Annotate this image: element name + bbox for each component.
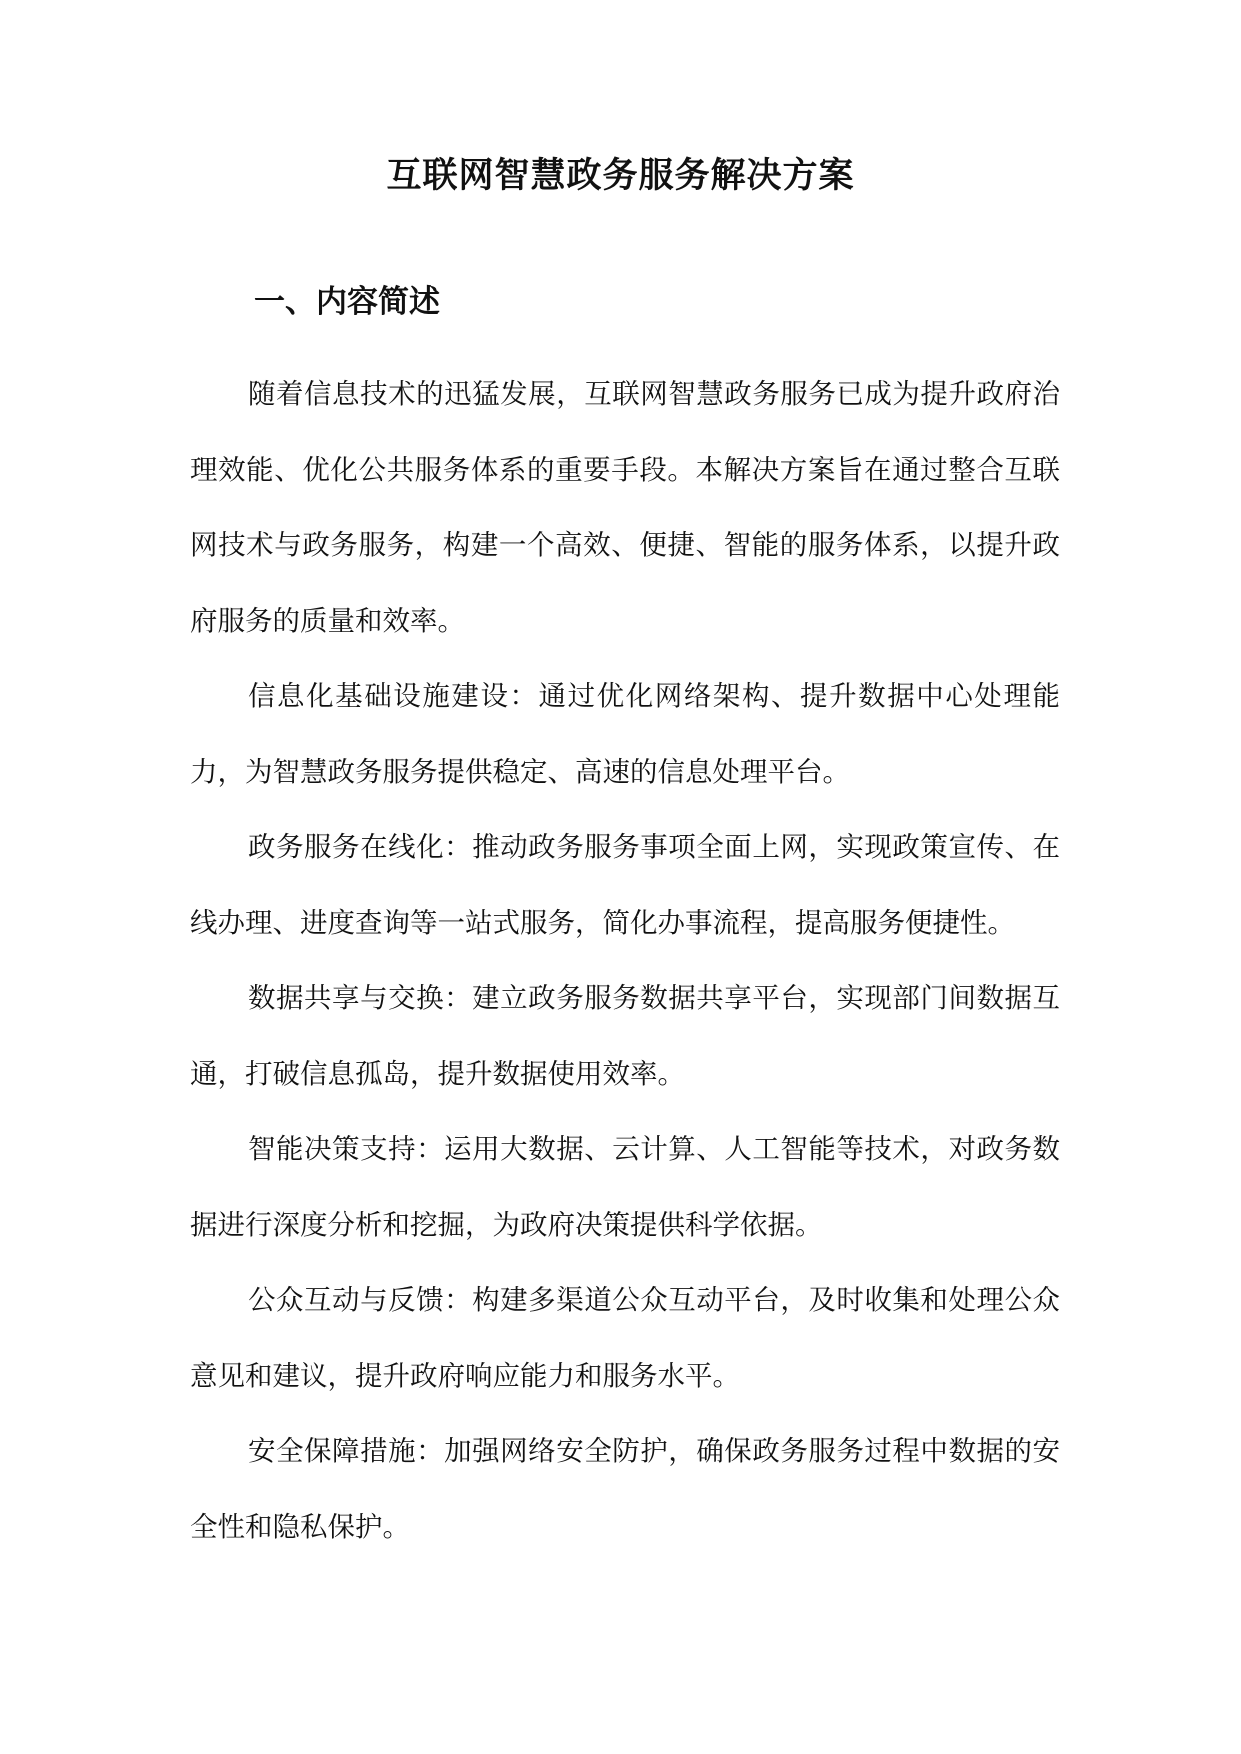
paragraph-data-sharing: 数据共享与交换：建立政务服务数据共享平台，实现部门间数据互通，打破信息孤岛，提升数据使用效率。 — [190, 982, 1060, 1090]
document-title: 互联网智慧政务服务解决方案 — [386, 155, 855, 196]
paragraph-security: 安全保障措施：加强网络安全防护，确保政务服务过程中数据的安全性和隐私保护。 — [190, 1435, 1060, 1543]
paragraph-decision-support: 智能决策支持：运用大数据、云计算、人工智能等技术，对政务数据进行深度分析和挖掘，为政府决策提供科学依据。 — [190, 1133, 1060, 1241]
paragraph-infrastructure: 信息化基础设施建设：通过优化网络架构、提升数据中心处理能力，为智慧政务服务提供稳定、高速的信息处理平台。 — [190, 680, 1060, 788]
body-text — [190, 357, 1060, 1565]
paragraph-intro: 随着信息技术的迅猛发展，互联网智慧政务服务已成为提升政府治理效能、优化公共服务体系的重要手段。本解决方案旨在通过整合互联网技术与政务服务，构建一个高效、便捷、智能的服务体系，以提升政府服务的质量和效率。 — [190, 378, 1060, 637]
section-heading: 一、内容简述 — [254, 284, 440, 320]
paragraph-public-interaction: 公众互动与反馈：构建多渠道公众互动平台，及时收集和处理公众意见和建议，提升政府响应能力和服务水平。 — [190, 1284, 1060, 1392]
paragraph-online-services: 政务服务在线化：推动政务服务事项全面上网，实现政策宣传、在线办理、进度查询等一站式服务，简化办事流程，提高服务便捷性。 — [190, 831, 1060, 939]
